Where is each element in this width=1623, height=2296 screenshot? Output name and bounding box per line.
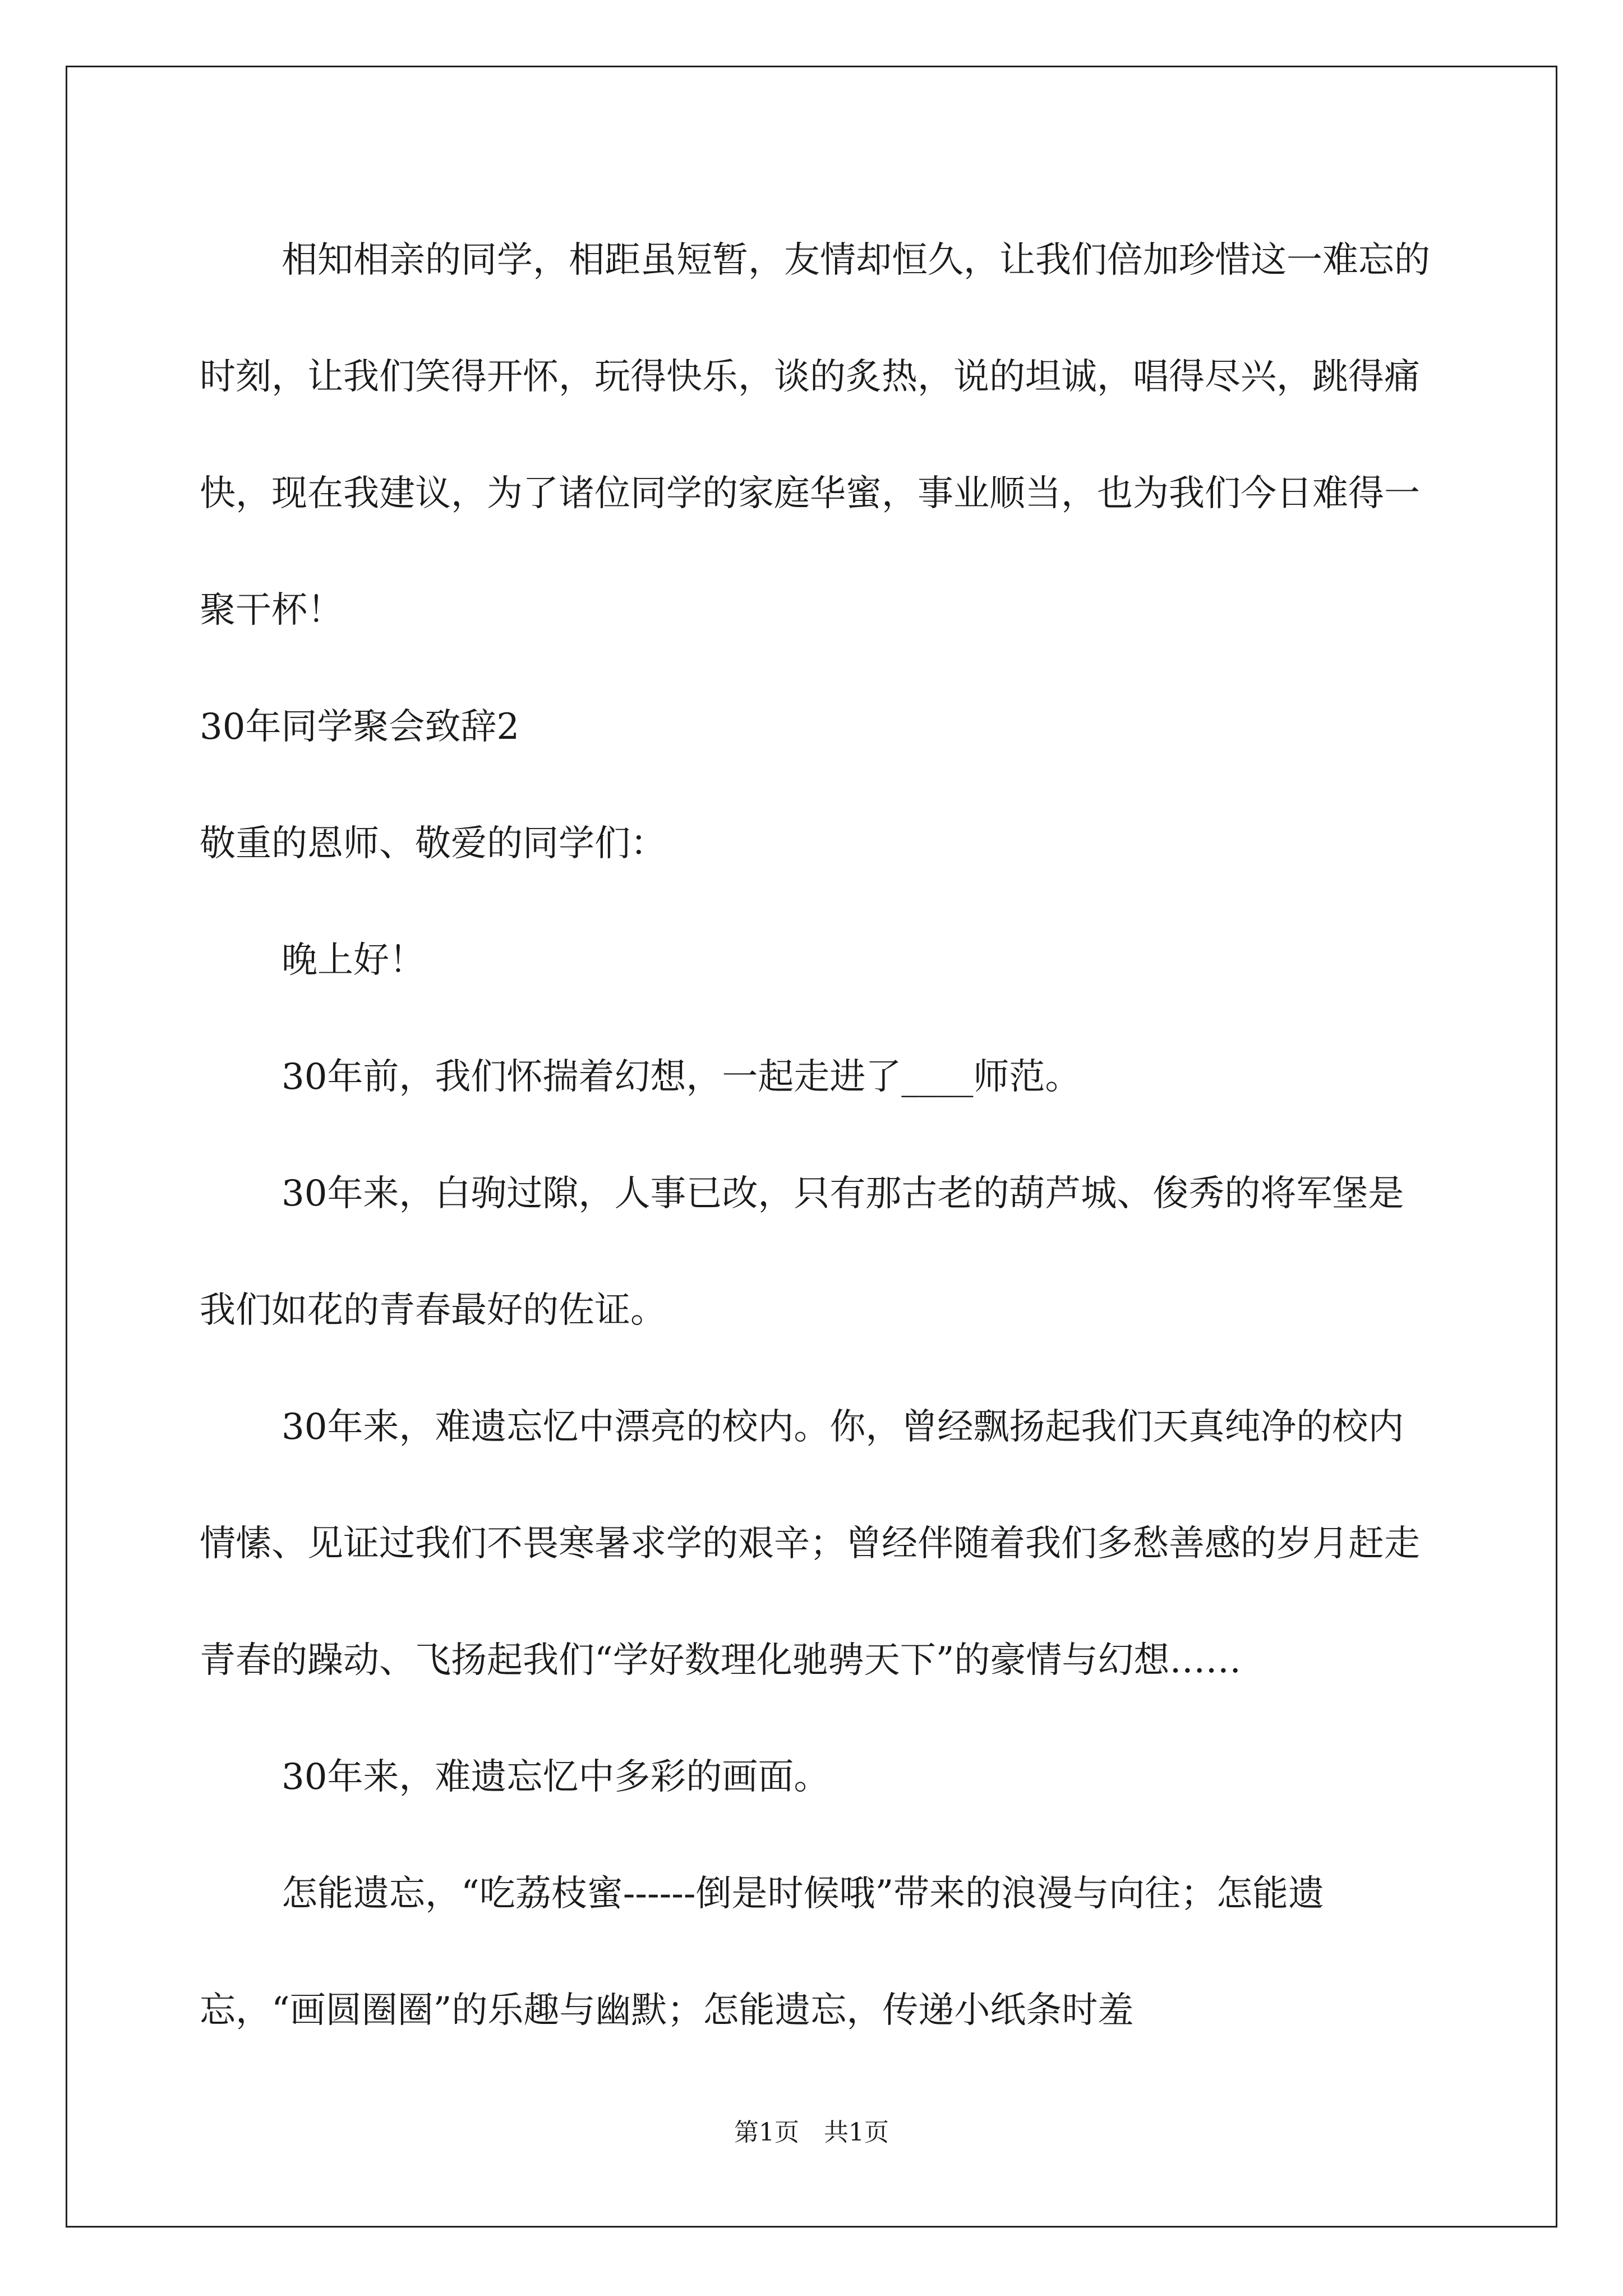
paragraph-thirty-years-time: 30年来，白驹过隙，人事已改，只有那古老的葫芦城、俊秀的将军堡是我们如花的青春最好的佐证。 [200,1173,1404,1331]
document-body [200,202,1433,2069]
paragraph-cannot-forget: 怎能遗忘，“吃荔枝蜜------倒是时候哦”带来的浪漫与向往；怎能遗忘，“画圆圈圈”的乐趣与幽默；怎能遗忘，传递小纸条时羞 [200,1873,1325,2031]
paragraph-thirty-years-ago: 30年前，我们怀揣着幻想，一起走进了____师范。 [282,1056,1081,1098]
paragraph-campus-memories: 30年来，难遗忘忆中漂亮的校内。你，曾经飘扬起我们天真纯净的校内情愫、见证过我们不畏寒暑求学的艰辛；曾经伴随着我们多愁善感的岁月赶走青春的躁动、飞扬起我们“学好数理化驰骋天下”的豪情与幻想…… [200,1406,1420,1681]
salutation: 敬重的恩师、敬爱的同学们： [200,823,666,864]
page-number-footer: 第1页 共1页 [734,2118,889,2147]
greeting: 晚上好！ [282,940,425,981]
paragraph-colorful-scenes: 30年来，难遗忘忆中多彩的画面。 [282,1756,830,1798]
section-heading: 30年同学聚会致辞2 [200,706,520,748]
paragraph-toast-closing: 相知相亲的同学，相距虽短暂，友情却恒久，让我们倍加珍惜这一难忘的时刻，让我们笑得开怀，玩得快乐，谈的炙热，说的坦诚，唱得尽兴，跳得痛快，现在我建议，为了诸位同学的家庭华蜜，事业顺当，也为我们今日难得一聚干杯！ [200,240,1430,631]
